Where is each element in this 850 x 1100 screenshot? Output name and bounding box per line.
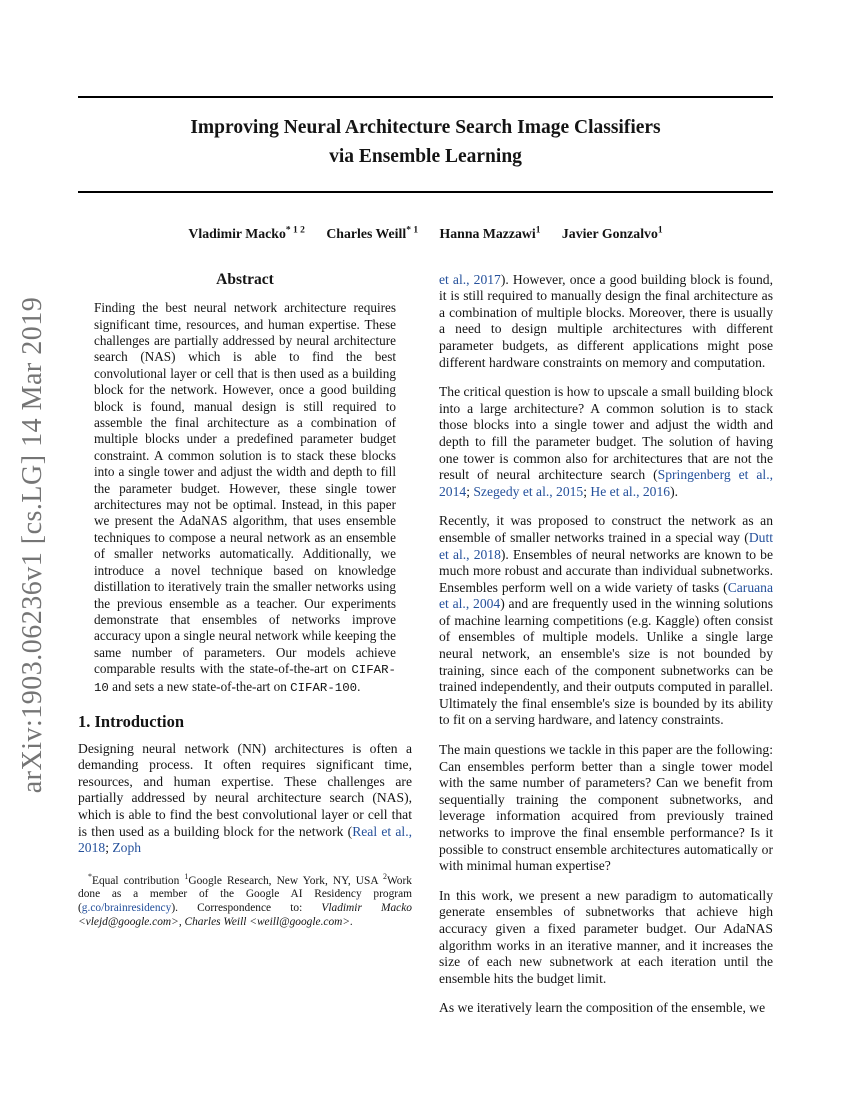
paper-title [78,113,773,171]
author-name: Charles Weill [326,225,407,241]
title-rule [78,191,773,193]
citation-link[interactable]: Caruana et al., 2004 [439,579,773,612]
top-rule [78,96,773,98]
title-line-1: Improving Neural Architecture Search Image Classifiers [190,117,661,138]
superscript-marker: * [88,871,92,881]
citation-link[interactable]: et al., 2017 [439,271,501,287]
citation-link[interactable]: Szegedy et al., 2015 [473,483,584,499]
citation-link[interactable]: Springenberg et al., 2014 [439,467,773,499]
intro-paragraph: Designing neural network (NN) architectures is often a demanding process. It often requires significant time, resources, and human expertise. These challenges are partially addressed by neural architecture search (NAS), which is able to find the best convolutional layer or cell that is then used as a building block for the network (Real et al., 2018; Zoph [78,740,412,856]
paragraph: In this work, we present a new paradigm to automatically generate ensembles of subnetworks that achieve high accuracy given a fixed parameter budget. Our AdaNAS algorithm works in an iterative manner, and it increases the size of each new subnetwork at each iteration until the ensemble hits the budget limit. [439,887,773,986]
author-4 [562,226,663,241]
author-affiliation-marker: * 1 [406,225,419,235]
paragraph: As we iteratively learn the composition of the ensemble, we [439,1000,766,1016]
inline-code: CIFAR-10 [94,663,396,695]
superscript-marker: 2 [382,871,387,881]
author-1 [188,226,304,241]
citation-link[interactable]: He et al., 2016 [590,483,671,499]
paragraph: The critical question is how to upscale a small building block into a large architecture? A common solution is to stack those blocks into a single tower and adjust the width and depth to fill the parameter budget. The solution of having one tower is common also for architectures that are not the result of neural architecture search (Springenberg et al., 2014; Szegedy et al., 2015; He et al., 2016). [439,384,773,499]
right-column [439,272,773,1030]
author-3 [440,226,541,241]
external-link[interactable]: g.co/brainresidency [81,902,172,915]
paper-content [78,0,773,1030]
abstract-heading: Abstract [216,270,274,288]
inline-code: CIFAR-100 [290,680,358,695]
author-affiliation-marker: 1 [657,225,663,235]
title-line-2: via Ensemble Learning [329,146,522,167]
citation-link[interactable]: Real et al., 2018 [78,823,412,856]
author-name: Javier Gonzalvo [561,225,658,241]
author-line [78,225,773,242]
left-column [78,272,412,1030]
citation-link[interactable]: Dutt et al., 2018 [439,529,773,562]
superscript-marker: 1 [184,871,189,881]
paragraph: et al., 2017). However, once a good building block is found, it is still required to manually design the final architecture as a combination of multiple blocks. Moreover, there is usually a need to design multiple architectures with different parameter budgets, as different applications might pose different hardware constraints on memory and computation. [439,271,773,370]
abstract-paragraph: Finding the best neural network architecture requires significant time, resources, and human expertise. These challenges are partially addressed by neural architecture search (NAS) which is able to find the best convolutional layer or cell that is then used as a building block for the network. However, once a good building block is found, manual design is still required to assemble the final architecture as a combination of multiple blocks under a predefined parameter budget constraint. A common solution is to stack these blocks into a single tower and adjust the width and depth to fill the parameter budget. However, these single tower architectures may not be optimal. Instead, in this paper we present the AdaNAS algorithm, that uses ensemble techniques to compose a neural network as an ensemble of smaller networks automatically. Additionally, we introduce a novel technique based on knowledge distillation to iteratively train the smaller networks using the previous ensemble as a teacher. Our experiments demonstrate that ensembles of networks improve accuracy upon a single neural network while keeping the same number of parameters. Our models achieve comparable results with the state-of-the-art on CIFAR-10 and sets a new state-of-the-art on CIFAR-100. [94,300,396,695]
citation-link[interactable]: Zoph [112,840,142,856]
section-heading-introduction: 1. Introduction [78,711,185,731]
author-name: Hanna Mazzawi [439,225,536,241]
footnote: *Equal contribution $^1$Google Research, New York, NY, USA $^2$Work done as a member of the Google AI Residency program (g.co/brainresidency). Correspondence to: Vladimir Macko <vlejd@google.com>, Charles Weill <weill@google.com>. [78,871,412,929]
author-affiliation-marker: 1 [535,225,541,235]
paragraph: The main questions we tackle in this paper are the following: Can ensembles perform better than a single tower model with the same number of parameters? Can we benefit from sequentially training the component subnetworks, and leverage information acquired from previously trained networks to improve the final ensemble performance? Is it possible to construct ensemble architectures automatically or with minimal human expertise? [439,742,773,874]
two-column-body [78,272,773,1030]
arxiv-watermark: arXiv:1903.06236v1 [cs.LG] 14 Mar 2019 [17,296,48,794]
paragraph: Recently, it was proposed to construct the network as an ensemble of smaller networks trained in a special way (Dutt et al., 2018). Ensembles of neural networks are known to be much more robust and accurate than individual subnetworks. Ensembles perform well on a wide variety of tasks (Caruana et al., 2004) and are frequently used in the winning solutions of machine learning competitions (e.g. Kaggle) often consist of ensembles of multiple models. Unlike a single large neural network, an ensemble's size is not bounded by training, since each of the component subnetworks can be trained independently, and their outputs computed in parallel. Ultimately the final ensemble's size is bounded by its ability to fit on a serving hardware, and latency constraints. [439,513,774,728]
correspondence-text: Vladimir Macko <vlejd@google.com>, Charles Weill <weill@google.com>. [78,902,412,929]
author-name: Vladimir Macko [188,225,286,241]
author-2 [326,226,418,241]
author-affiliation-marker: * 1 2 [285,225,305,235]
